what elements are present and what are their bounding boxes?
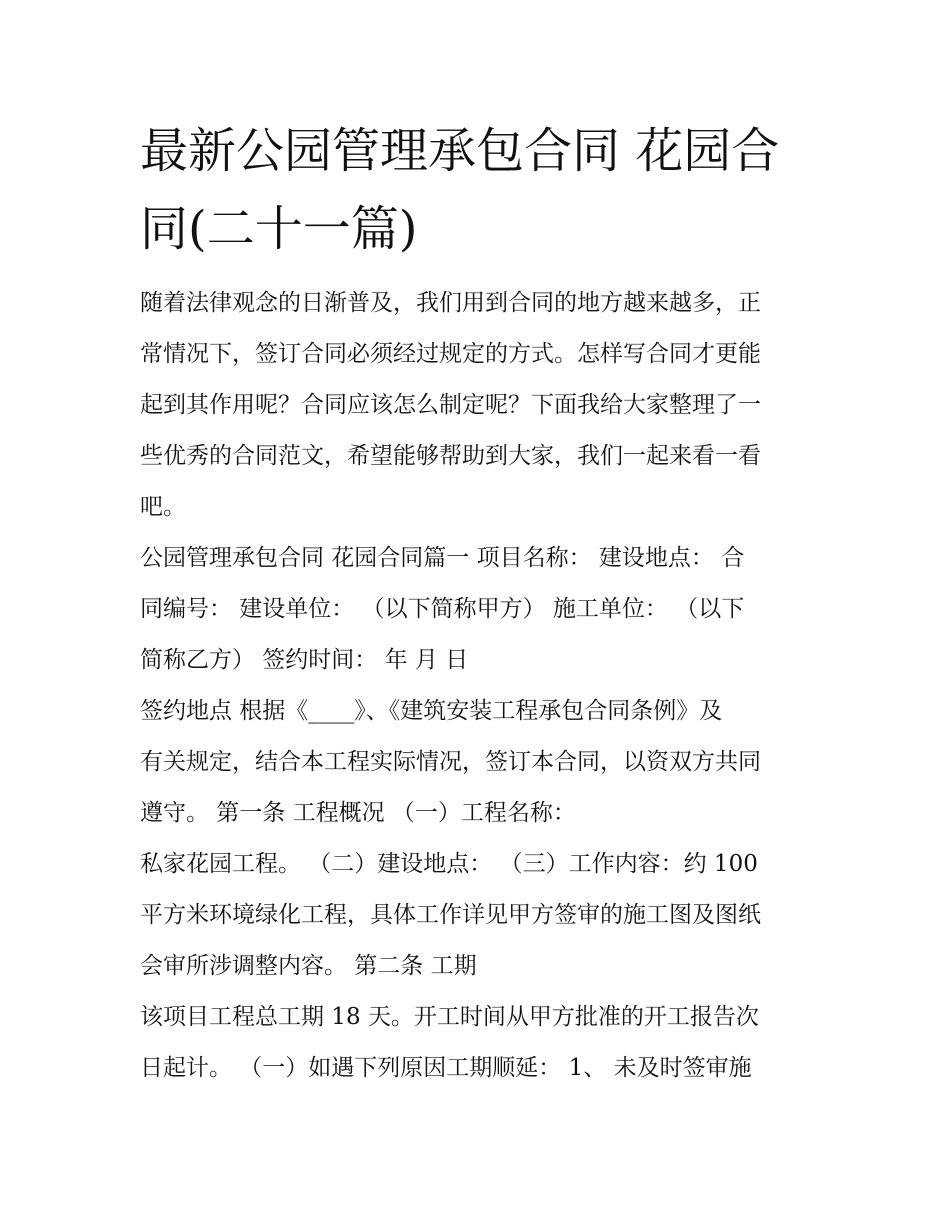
paragraph-project-overview [140, 839, 820, 992]
text-line: 日起计。 （一）如遇下列原因工期顺延： 1、 未及时签审施 [140, 1055, 752, 1081]
text-line: 随着法律观念的日渐普及，我们用到合同的地方越来越多，正 [140, 290, 761, 316]
text-line: 会审所涉调整内容。 第二条 工期 [140, 953, 477, 979]
text-line: 起到其作用呢？合同应该怎么制定呢？下面我给大家整理了一 [140, 392, 761, 418]
title-line: 最新公园管理承包合同 花园合 [140, 123, 780, 179]
text-line: 该项目工程总工期 18 天。开工时间从甲方批准的开工报告次 [140, 1004, 759, 1030]
title-line: 同(二十一篇) [140, 201, 418, 257]
text-line: 签约地点 根据《____》、《建筑安装工程承包合同条例》及 [140, 698, 723, 724]
text-line: 平方米环境绿化工程，具体工作详见甲方签审的施工图及图纸 [140, 902, 761, 928]
text-line: 有关规定，结合本工程实际情况，签订本合同，以资双方共同 [140, 749, 761, 775]
text-line: 吧。 [140, 494, 186, 520]
document-title [140, 112, 820, 268]
paragraph-basis [140, 686, 820, 839]
paragraph-contract-header [140, 533, 820, 686]
document-body [140, 278, 820, 1094]
text-line: 常情况下，签订合同必须经过规定的方式。怎样写合同才更能 [140, 341, 761, 367]
text-line: 同编号： 建设单位： （以下简称甲方） 施工单位： （以下 [140, 596, 745, 622]
paragraph-intro [140, 278, 820, 533]
text-line: 些优秀的合同范文，希望能够帮助到大家，我们一起来看一看 [140, 443, 761, 469]
paragraph-duration [140, 992, 820, 1094]
text-line: 简称乙方） 签约时间： 年 月 日 [140, 647, 469, 673]
text-line: 公园管理承包合同 花园合同篇一 项目名称： 建设地点： 合 [140, 545, 745, 571]
text-line: 私家花园工程。 （二）建设地点： （三）工作内容：约 100 [140, 851, 758, 877]
text-line: 遵守。 第一条 工程概况 （一）工程名称： [140, 800, 576, 826]
